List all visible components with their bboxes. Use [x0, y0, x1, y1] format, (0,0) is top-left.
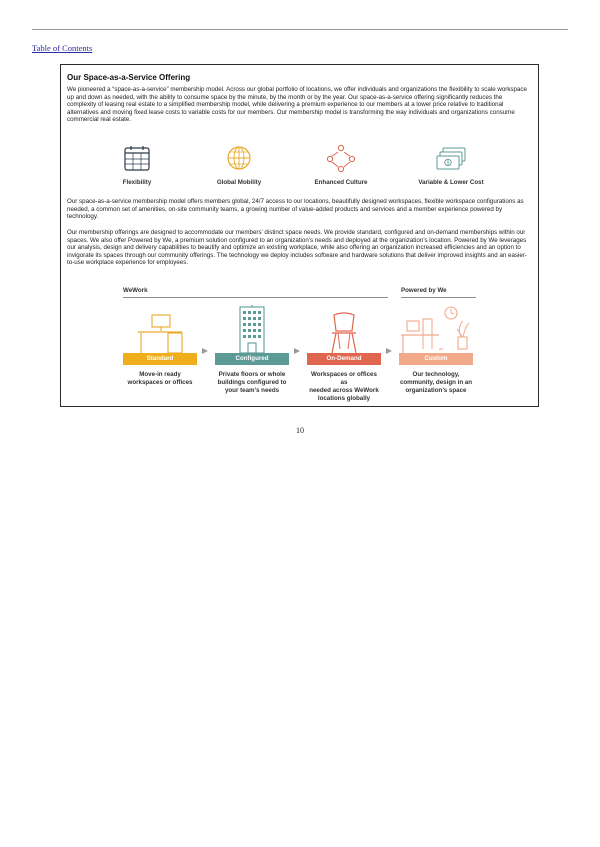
- panel-title: Our Space-as-a-Service Offering: [67, 73, 191, 82]
- money-icon: [434, 143, 468, 173]
- chair-icon: [314, 305, 374, 353]
- feature-label: Global Mobility: [216, 179, 262, 186]
- building-icon: [222, 305, 282, 353]
- tier-bar: On-Demand: [307, 353, 381, 365]
- svg-text:$: $: [446, 160, 450, 167]
- tier-custom: [399, 305, 473, 395]
- globe-icon: [224, 143, 254, 173]
- powered-rule: [401, 297, 476, 298]
- community-icon: [324, 143, 358, 173]
- office-icon: [399, 305, 475, 353]
- tier-standard: [123, 305, 197, 387]
- intro-paragraph: We pioneered a “space-as-a-service” membership model. Across our global portfolio of locations, we offer individuals and organizations the flexibility to scale workspace up and down as needed, with the ability to consume space by the minute, by the month or by the year. Our space-as-a-service offering significantly reduces the complexity of leasing real estate to a simplified membership model, while delivering a premium experience to our members at a lower price relative to traditional alternatives and moving fixed lease costs to variable costs for our members. Our membership model is transforming the way individuals and organizations consume commercial real estate.: [67, 86, 527, 124]
- tier-bar: Standard: [123, 353, 197, 365]
- tier-description: Workspaces or offices as needed across WeWork locations globally: [309, 371, 379, 402]
- feature-label: Flexibility: [122, 179, 152, 186]
- tier-description: Private floors or whole buildings configured to your team’s needs: [217, 371, 287, 394]
- membership-paragraph: Our space-as-a-service membership model offers members global, 24/7 access to our locations, beautifully designed workspaces, flexible workspace configurations as needed, a common set of amenities, on-site community teams, a growing number of value-added products and services and a member experience powered by technology.: [67, 198, 524, 221]
- feature-enhanced-culture: [301, 143, 381, 186]
- powered-by-we-label: Powered by We: [401, 287, 447, 294]
- calendar-icon: [122, 143, 152, 173]
- feature-label: Variable & Lower Cost: [418, 179, 484, 186]
- tier-bar: Custom: [399, 353, 473, 365]
- tier-description: Move-in ready workspaces or offices: [127, 371, 193, 386]
- feature-flexibility: [97, 143, 177, 186]
- top-rule: [32, 29, 568, 30]
- page-number: 10: [296, 426, 304, 435]
- feature-variable-lower-cost: [411, 143, 491, 186]
- tier-configured: [215, 305, 289, 395]
- tier-bar: Configured: [215, 353, 289, 365]
- tier-description: Our technology, community, design in an organization’s space: [399, 371, 473, 394]
- offering-panel: [60, 64, 539, 407]
- desk-icon: [130, 305, 190, 353]
- wework-label: WeWork: [123, 287, 148, 294]
- wework-rule: [123, 297, 388, 298]
- feature-global-mobility: [199, 143, 279, 186]
- tier-on-demand: [307, 305, 381, 403]
- offerings-paragraph: Our membership offerings are designed to accommodate our members’ distinct space needs. We provide standard, configured and on-demand memberships within our spaces. We also offer Powered by We, a premium solution configured to an organization’s needs and deployed at the organization’s location. Powered by We leverages our analysis, design and delivery capabilities to beautify and optimize an existing workplace, while also offering an organization increased efficiencies and an option to invigorate its spaces through our community offerings. The technology we deploy includes software and hardware solutions that deliver improved insights and an easier-to-use workplace experience for employees.: [67, 229, 527, 267]
- table-of-contents-link[interactable]: Table of Contents: [32, 43, 93, 53]
- feature-label: Enhanced Culture: [314, 179, 368, 186]
